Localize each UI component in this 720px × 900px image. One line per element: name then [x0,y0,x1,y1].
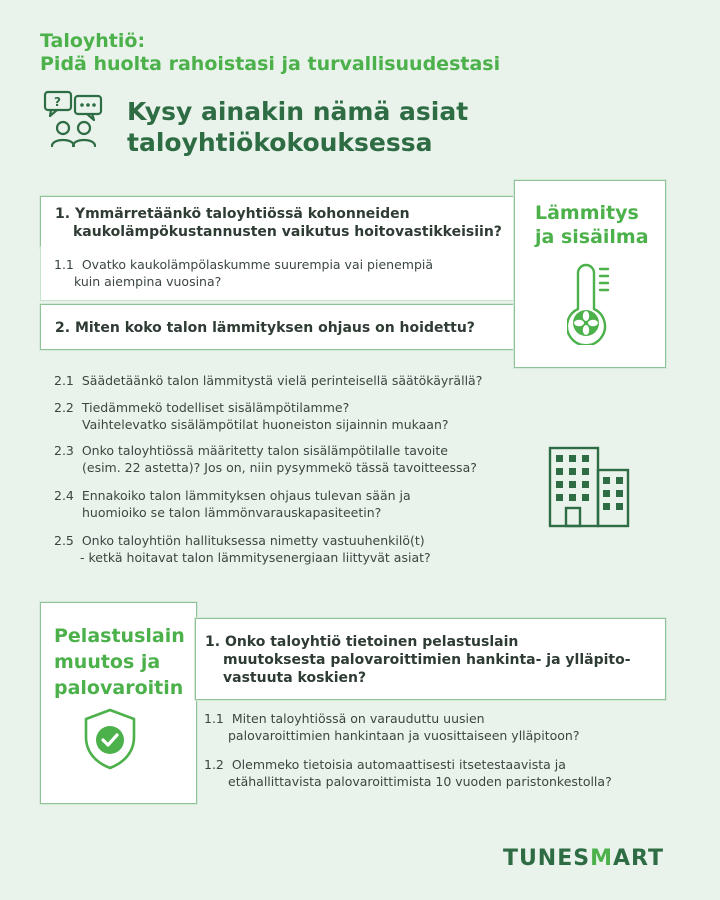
question-text: huomioiko se talon lämmönvarauskapasiteetin? [82,505,382,520]
question-heating-1-1 [54,256,433,290]
category-line: Lämmitys [535,202,639,224]
question-text: Onko taloyhtiössä määritetty talon sisälämpötilalle tavoite [81,443,448,458]
kicker-line-1: Taloyhtiö: [40,30,146,52]
question-fire-1 [205,633,631,687]
category-box-fire [40,602,197,804]
question-number: 2.4 [54,488,74,503]
question-number: 1. [55,206,71,222]
list-item [204,756,612,790]
question-text: - ketkä hoitavat talon lämmitysenergiaan liittyvät asiat? [80,550,431,565]
question-text: vastuuta koskien? [223,670,367,686]
list-item [54,532,431,566]
question-number: 2.2 [54,400,74,415]
category-fire [54,623,185,701]
question-text: Ymmärretäänkö taloyhtiössä kohonneiden [74,206,410,222]
question-number: 1. [205,634,221,650]
question-text: Miten taloyhtiössä on varauduttu uusien [231,711,485,726]
question-number: 2.1 [54,373,74,388]
question-text: Säädetäänkö talon lämmitystä vielä perinteisellä säätökäyrällä? [81,373,483,388]
question-number: 2.5 [54,533,74,548]
category-line: muutos ja [54,651,161,673]
question-text: Ovatko kaukolämpölaskumme suurempia vai pienempiä [81,257,434,272]
question-text: kaukolämpökustannusten vaikutus hoitovastikkeisiin? [73,224,502,240]
category-box-heating [514,180,666,368]
question-text: palovaroittimien hankintaan ja vuosittaiseen ylläpitoon? [228,728,580,743]
kicker-line-2: Pidä huolta rahoistasi ja turvallisuudestasi [40,53,501,75]
brand-text: ART [613,846,664,871]
kicker [40,30,500,76]
question-number: 1.1 [54,257,74,272]
chat-people-icon [42,88,106,162]
list-item [54,399,449,433]
brand-logo [503,846,664,871]
thermometer-fan-icon [567,263,619,349]
question-number: 2.3 [54,443,74,458]
question-text: Onko taloyhtiö tietoinen pelastuslain [224,634,519,650]
question-text: muutoksesta palovaroittimien hankinta- ja ylläpito- [223,652,631,668]
category-heating [535,201,649,249]
headline-line-2: taloyhtiökokouksessa [127,128,433,157]
category-line: Pelastuslain [54,625,185,647]
question-text: Vaihtelevatko sisälämpötilat huoneiston sijainnin mukaan? [82,417,449,432]
question-text: etähallittavista palovaroittimista 10 vuoden paristonkestolla? [228,774,612,789]
brand-text-accent: M [590,846,613,871]
question-box-heating-2 [40,304,516,350]
list-item [54,442,477,476]
brand-text: TUNES [502,846,591,871]
svg-text:?: ? [54,95,61,109]
question-box-fire-1 [195,618,666,700]
question-number: 1.1 [204,711,224,726]
question-number: 1.2 [204,757,224,772]
question-text: Tiedämmekö todelliset sisälämpötilamme? [81,400,350,415]
question-number: 2. [55,320,71,336]
question-box-heating-1-1 [40,246,516,301]
question-text: Ennakoiko talon lämmityksen ohjaus tulevan sään ja [81,488,411,503]
question-text: kuin aiempina vuosina? [74,274,222,289]
question-box-heating-1 [40,196,516,248]
shield-check-icon [81,707,139,775]
headline [127,96,468,158]
question-heating-1 [55,205,502,241]
headline-line-1: Kysy ainakin nämä asiat [127,97,469,126]
question-heating-2 [55,319,475,337]
list-item [54,372,482,389]
question-text: Miten koko talon lämmityksen ohjaus on hoidettu? [74,320,475,336]
category-line: palovaroitin [54,677,184,699]
list-item [204,710,579,744]
question-text: (esim. 22 astetta)? Jos on, niin pysymmekö tässä tavoitteessa? [82,460,477,475]
question-text: Olemmeko tietoisia automaattisesti itsetestaavista ja [231,757,566,772]
category-line: ja sisäilma [535,226,649,248]
question-text: Onko taloyhtiön hallituksessa nimetty vastuuhenkilö(t) [81,533,425,548]
building-icon [546,444,630,532]
list-item [54,487,411,521]
